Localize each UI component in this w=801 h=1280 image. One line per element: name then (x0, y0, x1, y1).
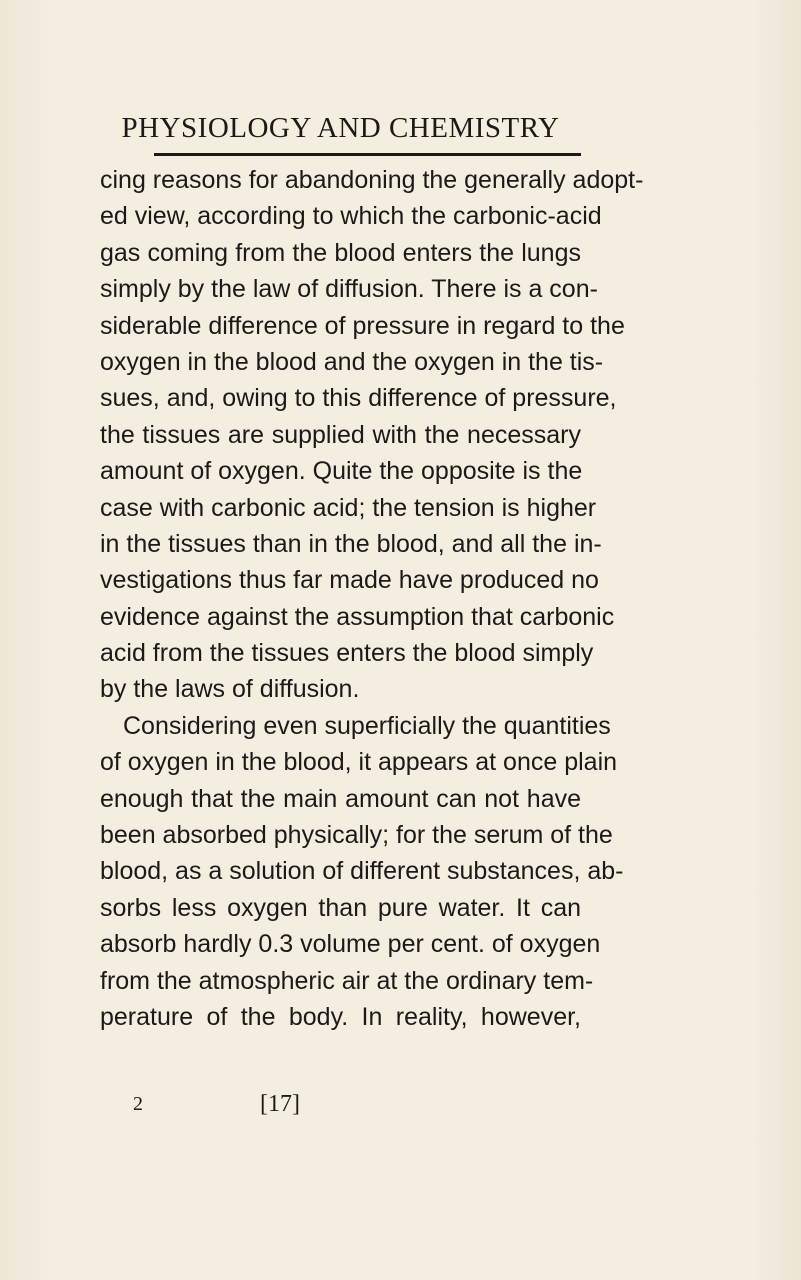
text-line: by the laws of diffusion. (100, 675, 360, 704)
text-line: the tissues are supplied with the necessary (100, 420, 581, 449)
body-text (100, 162, 644, 1035)
header-rule (154, 153, 581, 156)
text-line: enough that the main amount can not have (100, 784, 581, 813)
running-header: PHYSIOLOGY AND CHEMISTRY (121, 112, 560, 144)
text-line: ed view, according to which the carbonic-acid (100, 202, 602, 231)
text-line: sues, and, owing to this difference of pressure, (100, 384, 617, 413)
text-line: evidence against the assumption that carbonic (100, 602, 615, 631)
page-number: [17] (260, 1091, 300, 1117)
text-line: absorb hardly 0.3 volume per cent. of oxygen (100, 930, 601, 959)
text-line: sorbs less oxygen than pure water. It can (100, 893, 581, 922)
text-line: been absorbed physically; for the serum of the (100, 821, 613, 850)
text-line: from the atmospheric air at the ordinary tem- (100, 966, 594, 995)
text-line: simply by the law of diffusion. There is a con- (100, 275, 598, 304)
text-line: siderable difference of pressure in regard to the (100, 311, 625, 340)
text-line: case with carbonic acid; the tension is higher (100, 493, 597, 522)
text-line: gas coming from the blood enters the lungs (100, 238, 581, 267)
text-line: in the tissues than in the blood, and all the in- (100, 529, 602, 558)
signature-mark: 2 (133, 1093, 143, 1115)
text-line: acid from the tissues enters the blood simply (100, 639, 594, 668)
text-line: of oxygen in the blood, it appears at once plain (100, 748, 618, 777)
text-line: amount of oxygen. Quite the opposite is the (100, 457, 583, 486)
text-line: vestigations thus far made have produced no (100, 566, 599, 595)
text-line: Considering even superficially the quantities (123, 711, 611, 740)
page-footer (0, 1086, 801, 1122)
text-line: blood, as a solution of different substances, ab- (100, 857, 624, 886)
text-line: cing reasons for abandoning the generally adopt- (100, 166, 644, 194)
text-line: perature of the body. In reality, however, (100, 1002, 581, 1031)
text-line: oxygen in the blood and the oxygen in the tis- (100, 347, 604, 376)
